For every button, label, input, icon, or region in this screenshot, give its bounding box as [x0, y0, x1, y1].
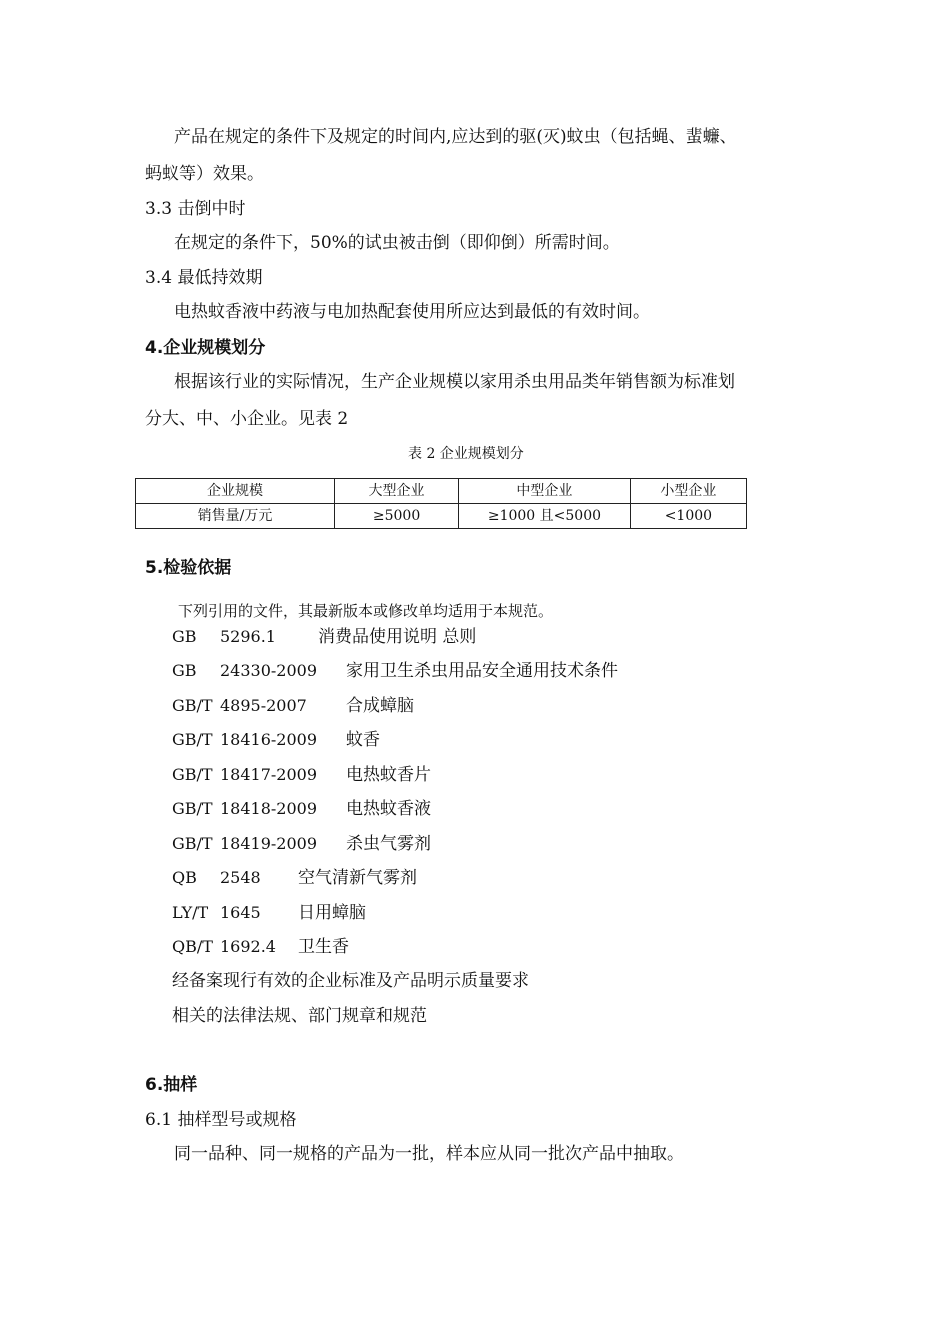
paragraph-3-3: 在规定的条件下，50%的试虫被击倒（即仰倒）所需时间。 — [174, 233, 620, 253]
reference-number: 18416-2009 — [220, 730, 318, 749]
reference-prefix: GB — [172, 661, 197, 680]
table-cell: ≥1000 且<5000 — [459, 504, 631, 529]
reference-number: 24330-2009 — [220, 661, 318, 680]
reference-number: 5296.1 — [220, 627, 276, 646]
reference-title: 杀虫气雾剂 — [346, 834, 431, 854]
section-heading-6-1: 6.1 抽样型号或规格 — [145, 1110, 297, 1130]
reference-prefix: QB/T — [172, 937, 213, 956]
reference-prefix: GB/T — [172, 765, 213, 784]
paragraph-line: 蚂蚁等）效果。 — [145, 164, 264, 184]
reference-title: 蚊香 — [346, 730, 380, 750]
heading-5: 5.检验依据 — [145, 558, 232, 578]
reference-number: 1645 — [220, 903, 261, 922]
table-header-cell: 企业规模 — [136, 479, 335, 504]
reference-prefix: QB — [172, 868, 197, 887]
paragraph-4-line2: 分大、中、小企业。见表 2 — [145, 409, 349, 429]
heading-4: 4.企业规模划分 — [145, 338, 266, 358]
paragraph-4-line1: 根据该行业的实际情况，生产企业规模以家用杀虫用品类年销售额为标准划 — [174, 372, 735, 392]
paragraph-3-4: 电热蚊香液中药液与电加热配套使用所应达到最低的有效时间。 — [174, 302, 650, 322]
paragraph-6-1: 同一品种、同一规格的产品为一批，样本应从同一批次产品中抽取。 — [174, 1144, 684, 1164]
reference-number: 4895-2007 — [220, 696, 307, 715]
section-heading-3-3: 3.3 击倒中时 — [145, 199, 246, 219]
reference-title: 消费品使用说明 总则 — [318, 627, 477, 647]
reference-title: 家用卫生杀虫用品安全通用技术条件 — [346, 661, 618, 681]
table-caption: 表 2 企业规模划分 — [408, 446, 524, 462]
reference-prefix: GB/T — [172, 834, 213, 853]
reference-prefix: GB — [172, 627, 197, 646]
paragraph-5: 下列引用的文件，其最新版本或修改单均适用于本规范。 — [178, 602, 554, 620]
table-row — [136, 504, 747, 529]
table-cell: <1000 — [630, 504, 746, 529]
table-cell: 销售量/万元 — [136, 504, 335, 529]
table-header-cell: 小型企业 — [630, 479, 746, 504]
enterprise-scale-table — [135, 478, 747, 529]
table-header-cell: 中型企业 — [459, 479, 631, 504]
reference-extra: 相关的法律法规、部门规章和规范 — [172, 1006, 427, 1026]
reference-prefix: GB/T — [172, 799, 213, 818]
reference-prefix: GB/T — [172, 730, 213, 749]
reference-extra: 经备案现行有效的企业标准及产品明示质量要求 — [172, 971, 529, 991]
reference-title: 日用蟑脑 — [298, 903, 366, 923]
reference-title: 电热蚊香液 — [346, 799, 431, 819]
reference-prefix: LY/T — [172, 903, 209, 922]
reference-title: 卫生香 — [298, 937, 349, 957]
reference-number: 18417-2009 — [220, 765, 318, 784]
reference-title: 合成蟑脑 — [346, 696, 414, 716]
heading-6: 6.抽样 — [145, 1075, 198, 1095]
table-header-cell: 大型企业 — [334, 479, 458, 504]
paragraph-line: 产品在规定的条件下及规定的时间内,应达到的驱(灭)蚊虫（包括蝇、蜚蠊、 — [174, 127, 737, 147]
table-cell: ≥5000 — [334, 504, 458, 529]
reference-title: 电热蚊香片 — [346, 765, 431, 785]
reference-number: 18419-2009 — [220, 834, 318, 853]
reference-number: 18418-2009 — [220, 799, 318, 818]
reference-prefix: GB/T — [172, 696, 213, 715]
reference-number: 2548 — [220, 868, 261, 887]
table-header-row — [136, 479, 747, 504]
reference-number: 1692.4 — [220, 937, 276, 956]
section-heading-3-4: 3.4 最低持效期 — [145, 268, 263, 288]
reference-title: 空气清新气雾剂 — [298, 868, 417, 888]
